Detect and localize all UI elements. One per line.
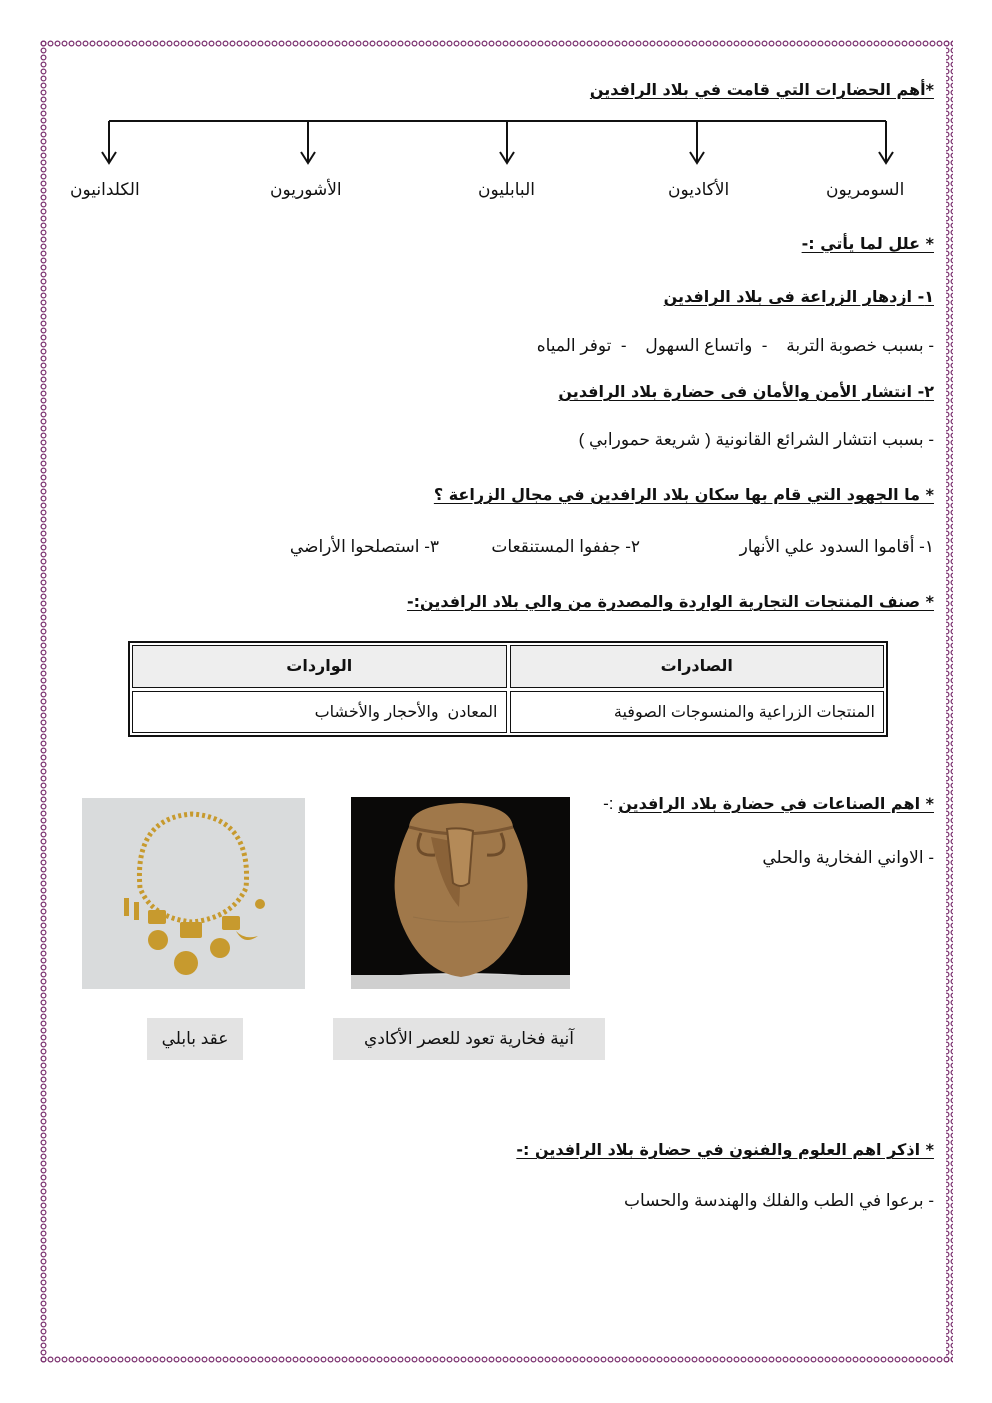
civilization-akkadians: الأكاديون [668, 180, 730, 199]
industries-heading-row [603, 794, 934, 814]
akkadian-pottery-image [351, 797, 570, 989]
reason-1-title: ١- ازدهار الزراعة فى بلاد الرافدين [663, 287, 934, 306]
reason-2-answer: - بسبب انتشار الشرائع القانونية ( شريعة حمورابي ) [578, 430, 934, 449]
reason-2-title: ٢- انتشار الأمن والأمان فى حضارة بلاد الرافدين [558, 382, 934, 401]
trade-heading: * صنف المنتجات التجارية الواردة والمصدرة من والي بلاد الرافدين:- [406, 592, 934, 611]
industries-answer: - الاواني الفخارية والحلي [762, 848, 934, 867]
reason-1-answer: - بسبب خصوبة التربة - واتساع السهول - توفر المياه [536, 336, 934, 355]
effort-1: ١- أقاموا السدود علي الأنهار [739, 537, 934, 556]
civilization-sumerians: السومريون [826, 180, 905, 199]
effort-3: ٣- استصلحوا الأراضي [289, 537, 439, 556]
industries-heading-suffix: :- [603, 794, 619, 813]
civilization-babylonians: البابليون [478, 180, 535, 199]
necklace-caption: عقد بابلي [147, 1018, 243, 1060]
sciences-heading: * اذكر اهم العلوم والفنون في حضارة بلاد الرافدين :- [516, 1140, 934, 1159]
babylonian-necklace-image [82, 798, 305, 989]
reasons-heading: * علل لما يأتي :- [801, 234, 934, 253]
industries-heading: * اهم الصناعات في حضارة بلاد الرافدين [618, 794, 934, 813]
civilization-chaldeans: الكلدانيون [70, 180, 140, 199]
civilization-assyrians: الأشوريون [270, 180, 342, 199]
trade-table [128, 641, 888, 737]
imports-value: المعادن والأحجار والأخشاب [132, 691, 507, 734]
imports-header: الواردات [132, 645, 507, 688]
civilizations-heading: *أهم الحضارات التي قامت في بلاد الرافدين [589, 80, 934, 99]
efforts-heading: * ما الجهود التي قام بها سكان بلاد الرافدين في مجال الزراعة ؟ [433, 485, 934, 504]
civilizations-tree-diagram [100, 118, 900, 170]
sciences-answer: - برعوا في الطب والفلك والهندسة والحساب [623, 1191, 934, 1210]
pottery-caption: آنية فخارية تعود للعصر الأكادي [333, 1018, 605, 1060]
exports-value: المنتجات الزراعية والمنسوجات الصوفية [510, 691, 885, 734]
exports-header: الصادرات [510, 645, 885, 688]
effort-2: ٢- جففوا المستنقعات [491, 537, 640, 556]
